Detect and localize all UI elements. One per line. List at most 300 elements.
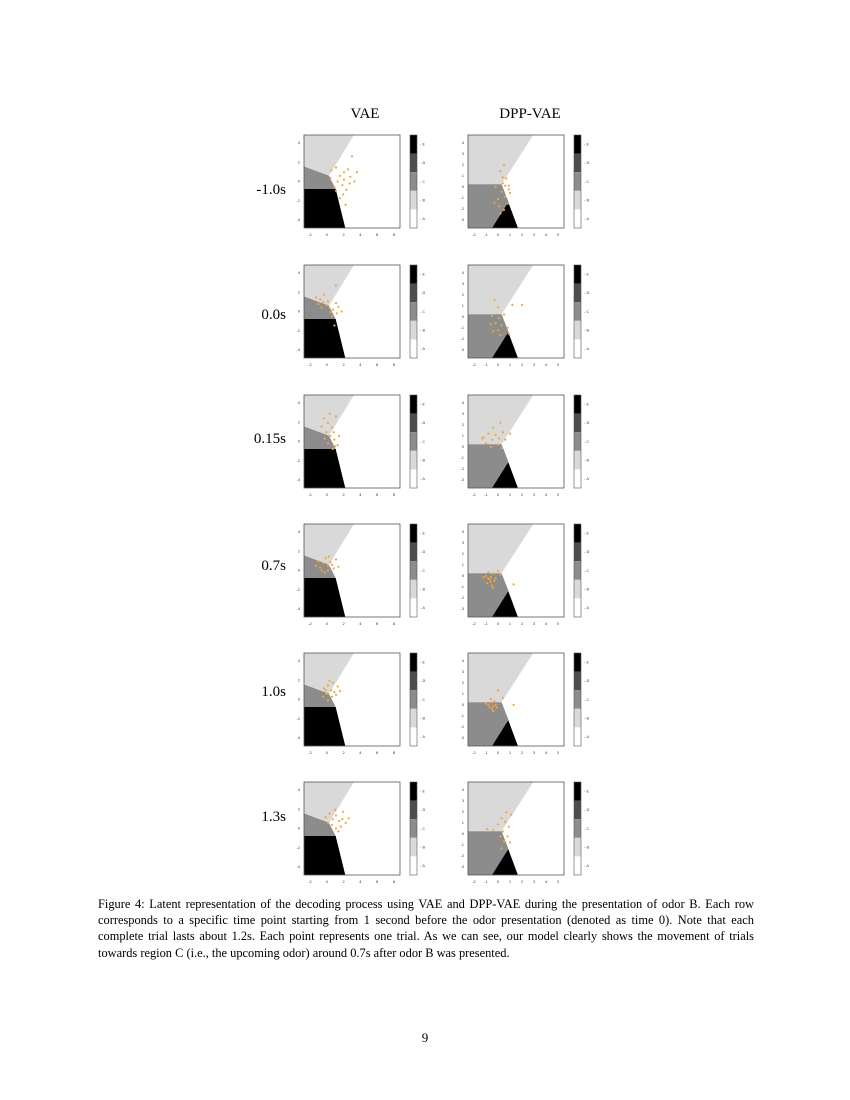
x-tick-label: -2 bbox=[472, 493, 476, 497]
colorbar-segment bbox=[410, 727, 417, 746]
trial-point bbox=[329, 813, 331, 815]
x-tick-label: -1 bbox=[484, 363, 488, 367]
dpp-vae-latent-plot bbox=[452, 133, 590, 254]
y-tick-label: 4 bbox=[297, 659, 300, 664]
trial-point bbox=[319, 567, 321, 569]
trial-point bbox=[322, 696, 324, 698]
colorbar-label: - E bbox=[584, 789, 589, 794]
y-tick-label: -3 bbox=[460, 736, 464, 741]
colorbar-label: - E bbox=[420, 142, 425, 147]
colorbar-segment bbox=[574, 154, 581, 173]
trial-point bbox=[495, 322, 497, 324]
trial-point bbox=[334, 809, 336, 811]
y-tick-label: 2 bbox=[297, 549, 300, 554]
y-tick-label: -1 bbox=[460, 456, 464, 461]
x-tick-label: 4 bbox=[359, 493, 362, 497]
colorbar-segment bbox=[574, 469, 581, 488]
colorbar-segment bbox=[410, 580, 417, 599]
y-tick-label: -3 bbox=[460, 478, 464, 483]
colorbar-segment bbox=[574, 801, 581, 820]
colorbar-label: - D bbox=[584, 291, 590, 296]
x-tick-label: 6 bbox=[376, 880, 379, 884]
scatter-plot bbox=[288, 780, 426, 896]
colorbar-label: - B bbox=[420, 587, 425, 592]
y-tick-label: -2 bbox=[460, 596, 464, 601]
colorbar-label: - B bbox=[584, 328, 589, 333]
y-tick-label: 1 bbox=[461, 821, 464, 826]
y-tick-label: 0 bbox=[297, 439, 300, 444]
trial-point bbox=[353, 180, 355, 182]
colorbar-segment bbox=[574, 672, 581, 691]
page-number: 9 bbox=[421, 1030, 429, 1045]
trial-point bbox=[340, 826, 342, 828]
x-tick-label: 3 bbox=[532, 751, 536, 755]
trial-point bbox=[502, 830, 504, 832]
trial-point bbox=[492, 705, 494, 707]
x-tick-label: 0 bbox=[496, 751, 500, 755]
trial-point bbox=[497, 306, 499, 308]
trial-point bbox=[333, 186, 335, 188]
trial-point bbox=[493, 299, 495, 301]
trial-point bbox=[485, 703, 487, 705]
trial-point bbox=[329, 435, 331, 437]
colorbar-segment bbox=[574, 856, 581, 875]
y-tick-label: -4 bbox=[296, 478, 300, 483]
y-tick-label: 1 bbox=[461, 304, 464, 309]
trial-point bbox=[329, 311, 331, 313]
y-tick-label: -2 bbox=[296, 198, 300, 203]
trial-point bbox=[501, 191, 503, 193]
trial-point bbox=[504, 196, 506, 198]
colorbar-label: - D bbox=[420, 550, 426, 555]
colorbar-segment bbox=[574, 432, 581, 451]
trial-point bbox=[327, 822, 329, 824]
x-tick-label: -2 bbox=[308, 622, 312, 626]
x-tick-label: 6 bbox=[376, 233, 379, 237]
trial-point bbox=[513, 704, 515, 706]
y-tick-label: 4 bbox=[297, 271, 300, 276]
colorbar-segment bbox=[410, 598, 417, 617]
trial-point bbox=[498, 205, 500, 207]
y-tick-label: -1 bbox=[460, 714, 464, 719]
colorbar-segment bbox=[410, 709, 417, 728]
trial-point bbox=[331, 564, 333, 566]
x-tick-label: -1 bbox=[484, 880, 488, 884]
x-tick-label: 0 bbox=[325, 363, 328, 367]
x-tick-label: 2 bbox=[520, 751, 524, 755]
trial-point bbox=[338, 435, 340, 437]
trial-point bbox=[343, 179, 345, 181]
trial-point bbox=[333, 324, 335, 326]
trial-point bbox=[502, 431, 504, 433]
colorbar-label: - C bbox=[420, 179, 425, 184]
colorbar-label: - B bbox=[584, 587, 589, 592]
y-tick-label: -2 bbox=[296, 845, 300, 850]
trial-point bbox=[490, 576, 492, 578]
y-tick-label: 2 bbox=[461, 293, 464, 298]
colorbar-segment bbox=[410, 819, 417, 838]
y-tick-label: -2 bbox=[296, 587, 300, 592]
x-tick-label: 2 bbox=[520, 880, 524, 884]
trial-point bbox=[315, 565, 317, 567]
x-tick-label: 6 bbox=[376, 622, 379, 626]
x-tick-label: 2 bbox=[342, 233, 345, 237]
colorbar-label: - C bbox=[584, 568, 589, 573]
x-tick-label: -2 bbox=[308, 363, 312, 367]
trial-point bbox=[321, 426, 323, 428]
trial-point bbox=[489, 706, 491, 708]
y-tick-label: -2 bbox=[460, 725, 464, 730]
y-tick-label: 2 bbox=[461, 681, 464, 686]
x-tick-label: 4 bbox=[359, 622, 362, 626]
trial-point bbox=[487, 704, 489, 706]
trial-point bbox=[503, 209, 505, 211]
trial-point bbox=[329, 307, 331, 309]
trial-point bbox=[492, 710, 494, 712]
x-tick-label: 5 bbox=[556, 363, 560, 367]
x-tick-label: 5 bbox=[556, 233, 560, 237]
colorbar-label: - E bbox=[584, 142, 589, 147]
trial-point bbox=[504, 439, 506, 441]
trial-point bbox=[497, 570, 499, 572]
trial-point bbox=[495, 434, 497, 436]
colorbar-segment bbox=[574, 727, 581, 746]
x-tick-label: 4 bbox=[359, 751, 362, 755]
x-tick-label: 1 bbox=[508, 363, 512, 367]
trial-point bbox=[337, 566, 339, 568]
trial-point bbox=[495, 186, 497, 188]
colorbar-segment bbox=[410, 284, 417, 303]
colorbar-label: - B bbox=[420, 328, 425, 333]
x-tick-label: 0 bbox=[496, 493, 500, 497]
trial-point bbox=[508, 826, 510, 828]
dpp-vae-latent-plot bbox=[452, 651, 590, 772]
x-tick-label: 6 bbox=[376, 751, 379, 755]
colorbar-segment bbox=[574, 690, 581, 709]
trial-point bbox=[487, 577, 489, 579]
colorbar-label: - B bbox=[584, 716, 589, 721]
x-tick-label: -2 bbox=[308, 233, 312, 237]
colorbar-label: - D bbox=[584, 679, 590, 684]
trial-point bbox=[324, 438, 326, 440]
x-tick-label: 8 bbox=[392, 622, 396, 626]
colorbar-label: - A bbox=[584, 606, 589, 610]
trial-point bbox=[485, 575, 487, 577]
trial-point bbox=[501, 447, 503, 449]
trial-point bbox=[329, 177, 331, 179]
row-label: 0.7s bbox=[261, 558, 286, 574]
y-tick-label: 0 bbox=[461, 832, 464, 837]
y-tick-label: 3 bbox=[461, 412, 464, 417]
trial-point bbox=[327, 442, 329, 444]
trial-point bbox=[507, 203, 509, 205]
trial-point bbox=[492, 427, 494, 429]
colorbar-segment bbox=[410, 321, 417, 340]
trial-point bbox=[497, 329, 499, 331]
trial-point bbox=[492, 829, 494, 831]
colorbar-segment bbox=[574, 135, 581, 154]
trial-point bbox=[481, 437, 483, 439]
trial-point bbox=[315, 296, 317, 298]
colorbar-label: - A bbox=[584, 864, 589, 868]
y-tick-label: -3 bbox=[460, 865, 464, 870]
colorbar-label: - A bbox=[420, 864, 425, 868]
x-tick-label: 6 bbox=[376, 363, 379, 367]
trial-point bbox=[501, 324, 503, 326]
colorbar-segment bbox=[410, 302, 417, 321]
x-tick-label: 8 bbox=[392, 363, 396, 367]
scatter-plot bbox=[288, 263, 426, 379]
trial-point bbox=[504, 821, 506, 823]
trial-point bbox=[319, 298, 321, 300]
x-tick-label: 2 bbox=[342, 622, 345, 626]
y-tick-label: -2 bbox=[460, 467, 464, 472]
trial-point bbox=[348, 817, 350, 819]
figure-caption: Figure 4: Latent representation of the decoding process using VAE and DPP-VAE during the presentation of odor B. Each row corresponds to a specific time point starting from 1 second before the odor presentation (denoted as time 0). Note that each complete trial lasts about 1.2s. Each point represents one trial. As we can see, our model clearly shows the movement of trials towards region C (i.e., the upcoming odor) around 0.7s after odor B was presented. bbox=[98, 897, 754, 960]
colorbar-label: - D bbox=[420, 679, 426, 684]
trial-point bbox=[317, 303, 319, 305]
colorbar-label: - D bbox=[420, 291, 426, 296]
x-tick-label: 4 bbox=[544, 880, 548, 884]
trial-point bbox=[499, 422, 501, 424]
x-tick-label: 1 bbox=[508, 751, 512, 755]
colorbar-label: - C bbox=[584, 309, 589, 314]
trial-point bbox=[342, 193, 344, 195]
y-tick-label: -2 bbox=[460, 854, 464, 859]
trial-point bbox=[327, 565, 329, 567]
x-tick-label: 2 bbox=[342, 751, 345, 755]
colorbar-label: - B bbox=[584, 845, 589, 850]
colorbar-segment bbox=[574, 782, 581, 801]
trial-point bbox=[513, 583, 515, 585]
colorbar-segment bbox=[574, 339, 581, 358]
x-tick-label: 4 bbox=[544, 363, 548, 367]
x-tick-label: 0 bbox=[496, 622, 500, 626]
colorbar-segment bbox=[410, 653, 417, 672]
y-tick-label: 2 bbox=[297, 290, 300, 295]
trial-point bbox=[490, 446, 492, 448]
trial-point bbox=[333, 568, 335, 570]
trial-point bbox=[327, 422, 329, 424]
trial-point bbox=[337, 306, 339, 308]
colorbar-segment bbox=[410, 543, 417, 562]
y-tick-label: 4 bbox=[297, 141, 300, 146]
colorbar-segment bbox=[410, 856, 417, 875]
trial-point bbox=[499, 170, 501, 172]
colorbar-label: - B bbox=[420, 198, 425, 203]
trial-point bbox=[317, 560, 319, 562]
dpp-vae-latent-plot bbox=[452, 522, 590, 643]
colorbar-segment bbox=[410, 339, 417, 358]
trial-point bbox=[331, 696, 333, 698]
trial-point bbox=[335, 302, 337, 304]
colorbar-segment bbox=[410, 135, 417, 154]
trial-point bbox=[502, 697, 504, 699]
y-tick-label: 4 bbox=[461, 530, 464, 535]
y-tick-label: -2 bbox=[296, 458, 300, 463]
colorbar-label: - E bbox=[420, 272, 425, 277]
trial-point bbox=[496, 706, 498, 708]
trial-point bbox=[324, 571, 326, 573]
trial-point bbox=[327, 569, 329, 571]
colorbar-segment bbox=[574, 543, 581, 562]
x-tick-label: 0 bbox=[325, 880, 328, 884]
y-tick-label: -3 bbox=[460, 218, 464, 223]
trial-point bbox=[321, 569, 323, 571]
x-tick-label: 6 bbox=[376, 493, 379, 497]
y-tick-label: -4 bbox=[296, 607, 300, 612]
scatter-plot bbox=[452, 522, 590, 638]
y-tick-label: 3 bbox=[461, 670, 464, 675]
trial-point bbox=[493, 700, 495, 702]
trial-point bbox=[511, 304, 513, 306]
x-tick-label: 8 bbox=[392, 880, 396, 884]
y-tick-label: 4 bbox=[297, 788, 300, 793]
colorbar-segment bbox=[410, 690, 417, 709]
x-tick-label: 8 bbox=[392, 751, 396, 755]
scatter-plot bbox=[452, 651, 590, 767]
trial-point bbox=[490, 581, 492, 583]
scatter-plot bbox=[452, 780, 590, 896]
trial-point bbox=[495, 704, 497, 706]
trial-point bbox=[323, 417, 325, 419]
trial-point bbox=[499, 212, 501, 214]
colorbar-label: - E bbox=[420, 789, 425, 794]
trial-point bbox=[508, 188, 510, 190]
y-tick-label: -1 bbox=[460, 326, 464, 331]
colorbar-label: - C bbox=[584, 439, 589, 444]
trial-point bbox=[335, 814, 337, 816]
trial-point bbox=[342, 811, 344, 813]
y-tick-label: 2 bbox=[297, 420, 300, 425]
row-label: 0.0s bbox=[261, 307, 286, 323]
trial-point bbox=[483, 576, 485, 578]
trial-point bbox=[331, 426, 333, 428]
y-tick-label: 1 bbox=[461, 692, 464, 697]
trial-point bbox=[335, 415, 337, 417]
colorbar-label: - C bbox=[584, 697, 589, 702]
y-tick-label: 1 bbox=[461, 434, 464, 439]
colorbar-segment bbox=[410, 432, 417, 451]
colorbar-segment bbox=[410, 451, 417, 470]
x-tick-label: 4 bbox=[359, 880, 362, 884]
trial-point bbox=[490, 323, 492, 325]
y-tick-label: 2 bbox=[461, 810, 464, 815]
trial-point bbox=[491, 585, 493, 587]
y-tick-label: 4 bbox=[461, 271, 464, 276]
colorbar-segment bbox=[574, 172, 581, 191]
colorbar-segment bbox=[574, 524, 581, 543]
trial-point bbox=[336, 312, 338, 314]
colorbar-label: - A bbox=[420, 477, 425, 481]
dpp-vae-latent-plot bbox=[452, 393, 590, 514]
x-tick-label: 8 bbox=[392, 233, 396, 237]
colorbar-label: - E bbox=[420, 402, 425, 407]
trial-point bbox=[333, 431, 335, 433]
y-tick-label: -4 bbox=[296, 218, 300, 223]
x-tick-label: 3 bbox=[532, 880, 536, 884]
trial-point bbox=[335, 694, 337, 696]
x-tick-label: 1 bbox=[508, 880, 512, 884]
y-tick-label: 0 bbox=[461, 185, 464, 190]
trial-point bbox=[499, 334, 501, 336]
x-tick-label: 2 bbox=[520, 493, 524, 497]
trial-point bbox=[329, 561, 331, 563]
trial-point bbox=[335, 827, 337, 829]
trial-point bbox=[498, 437, 500, 439]
colorbar-label: - A bbox=[420, 606, 425, 610]
colorbar-segment bbox=[410, 469, 417, 488]
trial-point bbox=[330, 169, 332, 171]
trial-point bbox=[332, 309, 334, 311]
trial-point bbox=[490, 701, 492, 703]
trial-point bbox=[498, 317, 500, 319]
column-header-dpp-vae: DPP-VAE bbox=[499, 106, 561, 122]
colorbar-segment bbox=[574, 302, 581, 321]
x-tick-label: 0 bbox=[325, 622, 328, 626]
colorbar-segment bbox=[574, 598, 581, 617]
colorbar-segment bbox=[410, 524, 417, 543]
colorbar-label: - C bbox=[420, 439, 425, 444]
y-tick-label: 4 bbox=[461, 659, 464, 664]
y-tick-label: 2 bbox=[461, 552, 464, 557]
x-tick-label: 0 bbox=[325, 493, 328, 497]
colorbar-segment bbox=[410, 172, 417, 191]
trial-point bbox=[332, 818, 334, 820]
trial-point bbox=[502, 176, 504, 178]
x-tick-label: 5 bbox=[556, 880, 560, 884]
dpp-vae-latent-plot bbox=[452, 263, 590, 384]
x-tick-label: 0 bbox=[325, 751, 328, 755]
y-tick-label: 0 bbox=[461, 445, 464, 450]
trial-point bbox=[339, 175, 341, 177]
colorbar-segment bbox=[410, 782, 417, 801]
x-tick-label: 4 bbox=[359, 233, 362, 237]
y-tick-label: 0 bbox=[297, 179, 300, 184]
trial-point bbox=[349, 176, 351, 178]
trial-point bbox=[487, 571, 489, 573]
colorbar-segment bbox=[410, 801, 417, 820]
x-tick-label: -2 bbox=[472, 880, 476, 884]
x-tick-label: 4 bbox=[544, 493, 548, 497]
trial-point bbox=[325, 557, 327, 559]
trial-point bbox=[492, 572, 494, 574]
x-tick-label: -1 bbox=[484, 233, 488, 237]
trial-point bbox=[337, 444, 339, 446]
colorbar-segment bbox=[574, 284, 581, 303]
y-tick-label: -2 bbox=[296, 328, 300, 333]
row-label: -1.0s bbox=[256, 182, 286, 198]
trial-point bbox=[497, 443, 499, 445]
y-tick-label: -2 bbox=[296, 716, 300, 721]
colorbar-label: - E bbox=[420, 660, 425, 665]
trial-point bbox=[351, 155, 353, 157]
scatter-plot bbox=[452, 133, 590, 249]
y-tick-label: 0 bbox=[297, 697, 300, 702]
x-tick-label: 2 bbox=[342, 363, 345, 367]
colorbar-segment bbox=[574, 265, 581, 284]
trial-point bbox=[337, 830, 339, 832]
colorbar-segment bbox=[410, 395, 417, 414]
x-tick-label: 2 bbox=[520, 622, 524, 626]
x-tick-label: 2 bbox=[342, 880, 345, 884]
colorbar-segment bbox=[574, 653, 581, 672]
trial-point bbox=[487, 433, 489, 435]
y-tick-label: -3 bbox=[460, 607, 464, 612]
trial-point bbox=[486, 828, 488, 830]
colorbar-label: - D bbox=[584, 421, 590, 426]
colorbar-label: - E bbox=[584, 531, 589, 536]
